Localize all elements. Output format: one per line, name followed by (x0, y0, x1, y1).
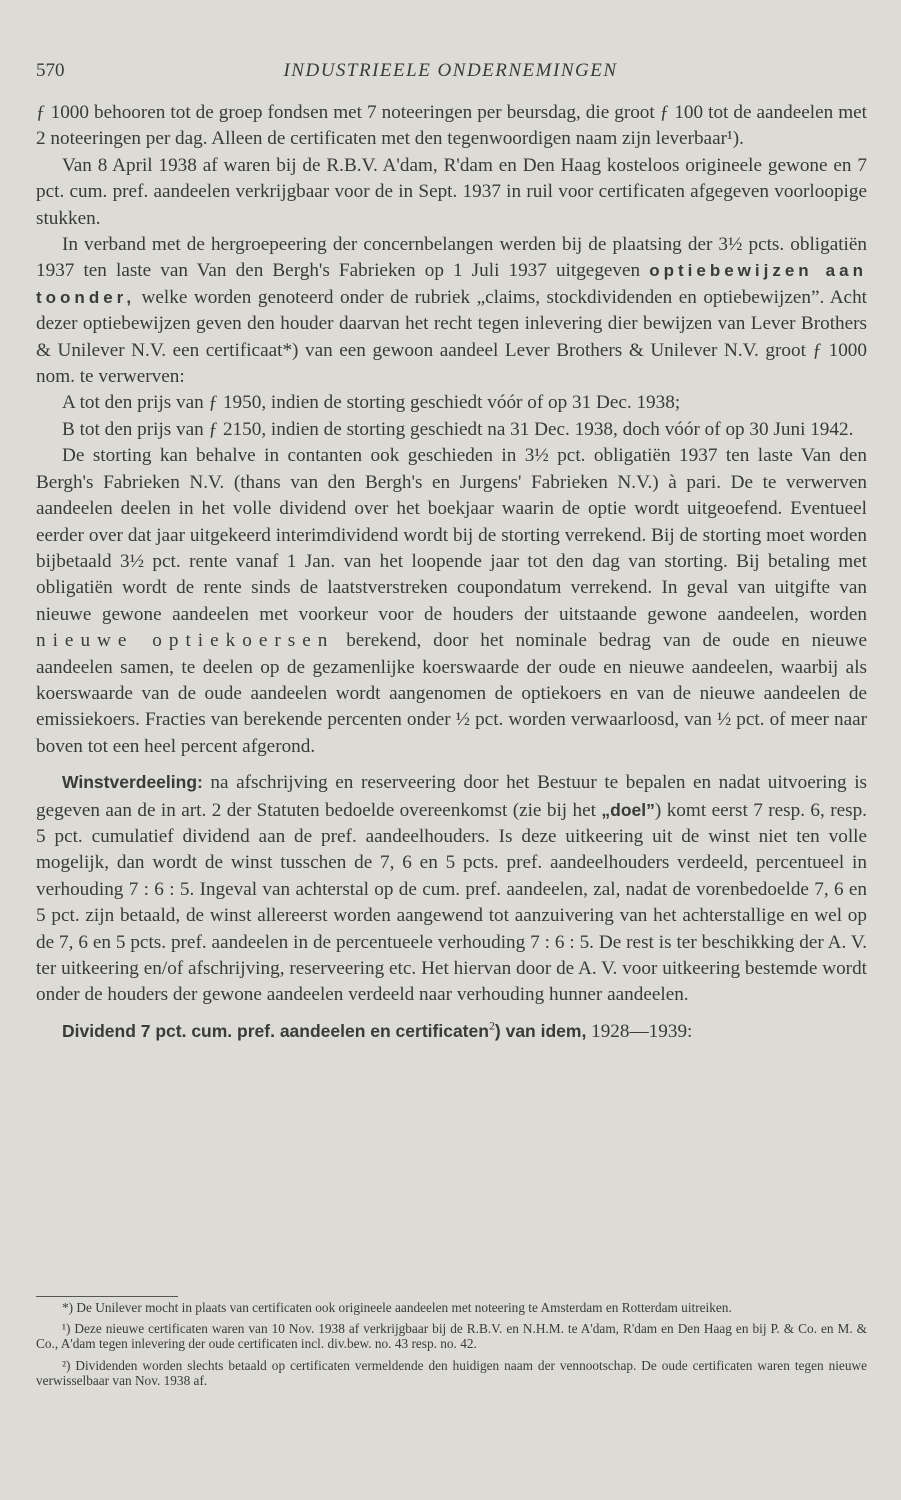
text-run: na afschrijving en reserveering door het Bestuur te bepalen en nadat uitvoering is gegeven aan de in art. 2 der Statuten bedoelde overeenkomst (zie bij het (36, 772, 867, 821)
page-header (36, 60, 865, 90)
paragraph-gap (36, 1009, 867, 1018)
paragraph-gap (36, 760, 867, 769)
text-run: berekend, door het nominale bedrag van de oude en nieuwe aandeelen samen, te deelen op de gezamenlijke koerswaarde der oude en nieuwe aandeelen, waarbij als koerswaarde van de oude aandeelen wordt aangenomen de optiekoers en van de nieuwe aandeelen de emissiekoers. Fracties van berekende percenten onder ½ pct. worden verwaarloosd, van ½ pct. of meer naar boven tot een heel percent afgerond. (36, 630, 867, 757)
paragraph-option-b: B tot den prijs van ƒ 2150, indien de storting geschiedt na 31 Dec. 1938, doch vóór of op 30 Juni 1942. (62, 418, 854, 440)
running-title: INDUSTRIEELE ONDERNEMINGEN (283, 60, 618, 81)
footnote-1: ¹) Deze nieuwe certificaten waren van 10 Nov. 1938 af verkrijgbaar bij de R.B.V. en N.H.M. te A'dam, R'dam en Den Haag en bij P. & Co. en M. & Co., A'dam tegen inlevering der oude certificaten incl. div.bew. no. 43 resp. no. 42. (36, 1321, 867, 1352)
text-run: 1928—1939: (586, 1020, 693, 1042)
paragraph-winstverdeeling (36, 769, 867, 1009)
footnote-star: *) De Unilever mocht in plaats van certificaten ook origineele aandeelen met noteering te Amsterdam en Rotterdam uitreiken. (62, 1300, 732, 1315)
footnotes (36, 1300, 867, 1394)
footnote-rule (36, 1296, 178, 1297)
paragraph-storting (36, 443, 867, 760)
footnote-marker: 2 (488, 1018, 495, 1033)
section-heading: Dividend 7 pct. cum. pref. aandeelen en certificaten (62, 1020, 489, 1041)
section-heading: Winstverdeeling: (62, 772, 203, 793)
paragraph-optiebewijzen (36, 232, 867, 390)
spaced-term: nieuwe optiekoersen (36, 630, 335, 652)
paragraph-option-a: A tot den prijs van ƒ 1950, indien de storting geschiedt vóór of op 31 Dec. 1938; (62, 392, 681, 414)
paragraph-dividend-heading (36, 1018, 867, 1045)
text-run: welke worden genoteerd onder de rubriek „claims, stockdividenden en optiebewijzen”. Acht dezer optiebewijzen geven den houder daarvan het recht tegen inlevering dier bewijzen van Lever Brothers & Unilever N.V. een certificaat*) van een gewoon aandeel Lever Brothers & Unilever N.V. groot ƒ 1000 nom. te verwerven: (36, 286, 867, 388)
body-text (36, 100, 867, 1045)
paragraph-kosteloos: Van 8 April 1938 af waren bij de R.B.V. A'dam, R'dam en Den Haag kosteloos origineele gewone en 7 pct. cum. pref. aandeelen verkrijgbaar voor de in Sept. 1937 in ruil voor certificaten afgegeven voorloopige stukken. (36, 154, 867, 229)
doel-reference: „doel” (601, 799, 655, 820)
spaced-term: optiebewijzen aan toonder, (36, 261, 867, 307)
text-run: ) komt eerst 7 resp. 6, resp. 5 pct. cumulatief dividend aan de pref. aandeelhouders. Is deze uitkeering uit de winst niet ten volle mogelijk, dan wordt de winst tusschen de 7, 6 en 5 pcts. pref. aandeelhouders verdeeld, percentueel in verhouding 7 : 6 : 5. Ingeval van achterstal op de cum. pref. aandeelen, zal, nadat de vorenbedoelde 7, 6 en 5 pct. zijn betaald, de winst allereerst worden aangewend tot aanzuivering van het achterstallige en wel op de 7, 6 en 5 pcts. pref. aandeelen in de percentueele verhouding 7 : 6 : 5. De rest is ter beschikking der A. V. ter uitkeering en/of afschrijving, reserveering etc. Het hiervan door de A. V. voor uitkeering bestemde wordt onder de houders der gewone aandeelen verdeeld naar verhouding hunner aandeelen. (36, 799, 867, 1006)
section-heading-end: ) van idem, (494, 1020, 587, 1041)
text-run: De storting kan behalve in contanten ook geschieden in 3½ pct. obligatiën 1937 ten laste Van den Bergh's Fabrieken N.V. (thans van den Bergh's en Jurgens' Fabrieken N.V.) à pari. De te verwerven aandeelen deelen in het volle dividend over het boekjaar waarin de optie wordt uitgeoefend. Eventueel eerder over dat jaar uitgekeerd interimdividend wordt bij de storting verrekend. Bij de storting moet worden bijbetaald 3½ pct. rente vanaf 1 Jan. van het loopende jaar tot den dag van storting. Bij betaling met obligatiën wordt de rente sinds de laatstverstreken coupondatum verrekend. In geval van uitgifte van nieuwe gewone aandeelen met voorkeur voor de houders der uitstaande gewone aandeelen, worden (36, 445, 867, 625)
paragraph-continuation: ƒ 1000 behooren tot de groep fondsen met 7 noteeringen per beursdag, die groot ƒ 100 tot de aandeelen met 2 noteeringen per dag. Alleen de certificaten met den tegenwoordigen naam zijn leverbaar¹). (36, 102, 867, 150)
footnote-2: ²) Dividenden worden slechts betaald op certificaten vermeldende den huidigen naam der vennootschap. De oude certificaten waren tegen nieuwe verwisselbaar van Nov. 1938 af. (36, 1357, 867, 1388)
page-number: 570 (36, 60, 65, 81)
text-run: In verband met de hergroepeering der concernbelangen werden bij de plaatsing der 3½ pcts. obligatiën 1937 ten laste van Van den Bergh's Fabrieken op 1 Juli 1937 uitgegeven (36, 234, 867, 282)
